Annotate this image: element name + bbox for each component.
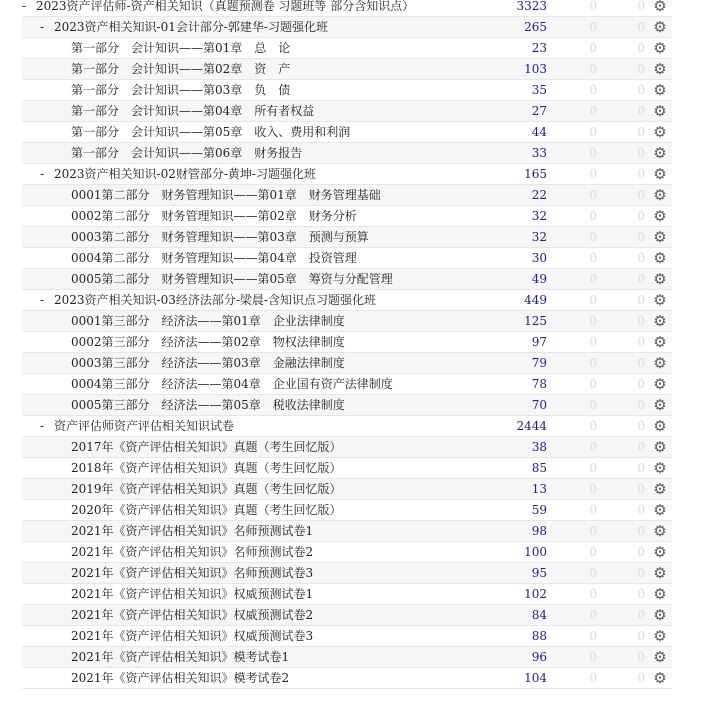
gear-icon[interactable]: ⚙ <box>653 291 667 309</box>
question-count: 100 <box>524 545 547 559</box>
gear-icon[interactable]: ⚙ <box>653 186 667 204</box>
done-count: 0 <box>589 146 597 160</box>
wrong-count: 0 <box>637 608 645 622</box>
wrong-count: 0 <box>637 41 645 55</box>
wrong-count: 0 <box>637 167 645 181</box>
done-count: 0 <box>589 587 597 601</box>
wrong-count: 0 <box>637 209 645 223</box>
gear-icon[interactable]: ⚙ <box>653 165 667 183</box>
done-count: 0 <box>589 482 597 496</box>
wrong-count: 0 <box>637 566 645 580</box>
wrong-count: 0 <box>637 188 645 202</box>
gear-icon[interactable]: ⚙ <box>653 18 667 36</box>
done-count: 0 <box>589 230 597 244</box>
question-count: 88 <box>531 629 547 643</box>
question-count: 449 <box>524 293 547 307</box>
row-title: 0003第二部分 财务管理知识——第03章 预测与预算 <box>71 230 369 244</box>
row-title: 2021年《资产评估相关知识》模考试卷1 <box>71 650 290 664</box>
row-title: 0005第二部分 财务管理知识——第05章 筹资与分配管理 <box>71 272 393 286</box>
tree-row[interactable] <box>22 374 672 395</box>
row-title: 2021年《资产评估相关知识》权威预测试卷3 <box>71 629 314 643</box>
wrong-count: 0 <box>637 146 645 160</box>
row-label[interactable] <box>71 542 313 562</box>
row-title: 0001第二部分 财务管理知识——第01章 财务管理基础 <box>71 188 381 202</box>
question-count: 49 <box>531 272 547 286</box>
gear-icon[interactable]: ⚙ <box>653 606 667 624</box>
tree-row[interactable] <box>22 269 672 290</box>
question-count: 32 <box>531 230 547 244</box>
question-count: 95 <box>531 566 547 580</box>
tree-row[interactable] <box>22 206 672 227</box>
wrong-count: 0 <box>637 524 645 538</box>
row-label[interactable] <box>40 164 316 184</box>
wrong-count: 0 <box>637 503 645 517</box>
done-count: 0 <box>589 608 597 622</box>
row-label[interactable] <box>71 101 314 121</box>
question-count: 32 <box>531 209 547 223</box>
done-count: 0 <box>589 335 597 349</box>
wrong-count: 0 <box>637 62 645 76</box>
tree-row[interactable] <box>22 0 672 17</box>
row-label[interactable] <box>71 227 369 247</box>
question-count: 165 <box>524 167 547 181</box>
gear-icon[interactable]: ⚙ <box>653 648 667 666</box>
question-count: 22 <box>531 188 547 202</box>
collapse-toggle[interactable]: - <box>22 0 27 13</box>
tree-row[interactable] <box>22 38 672 59</box>
question-count: 70 <box>531 398 547 412</box>
row-label[interactable] <box>22 0 414 16</box>
gear-icon[interactable]: ⚙ <box>653 459 667 477</box>
done-count: 0 <box>589 314 597 328</box>
gear-icon[interactable]: ⚙ <box>653 228 667 246</box>
wrong-count: 0 <box>637 272 645 286</box>
gear-icon[interactable]: ⚙ <box>653 144 667 162</box>
row-label[interactable] <box>71 500 342 520</box>
gear-icon[interactable]: ⚙ <box>653 438 667 456</box>
done-count: 0 <box>589 125 597 139</box>
done-count: 0 <box>589 104 597 118</box>
tree-row[interactable] <box>22 479 672 500</box>
gear-icon[interactable]: ⚙ <box>653 396 667 414</box>
done-count: 0 <box>589 20 597 34</box>
row-label[interactable] <box>71 122 350 142</box>
wrong-count: 0 <box>637 356 645 370</box>
collapse-toggle[interactable]: - <box>40 419 45 433</box>
wrong-count: 0 <box>637 545 645 559</box>
row-title: 0001第三部分 经济法——第01章 企业法律制度 <box>71 314 345 328</box>
question-count: 30 <box>531 251 547 265</box>
gear-icon[interactable]: ⚙ <box>653 585 667 603</box>
gear-icon[interactable]: ⚙ <box>653 102 667 120</box>
wrong-count: 0 <box>637 398 645 412</box>
row-title: 第一部分 会计知识——第01章 总 论 <box>71 41 291 55</box>
question-count: 3323 <box>516 0 547 13</box>
gear-icon[interactable]: ⚙ <box>653 123 667 141</box>
wrong-count: 0 <box>637 671 645 685</box>
tree-row[interactable] <box>22 584 672 605</box>
question-count: 97 <box>531 335 547 349</box>
gear-icon[interactable]: ⚙ <box>653 627 667 645</box>
gear-icon[interactable]: ⚙ <box>653 0 667 15</box>
gear-icon[interactable]: ⚙ <box>653 375 667 393</box>
row-title: 0003第三部分 经济法——第03章 金融法律制度 <box>71 356 345 370</box>
tree-row[interactable] <box>22 458 672 479</box>
row-label[interactable] <box>71 395 345 415</box>
gear-icon[interactable]: ⚙ <box>653 81 667 99</box>
tree-row[interactable] <box>22 80 672 101</box>
tree-row[interactable] <box>22 311 672 332</box>
done-count: 0 <box>589 503 597 517</box>
wrong-count: 0 <box>637 377 645 391</box>
row-label[interactable] <box>71 206 357 226</box>
done-count: 0 <box>589 251 597 265</box>
row-label[interactable] <box>71 143 302 163</box>
done-count: 0 <box>589 650 597 664</box>
row-label[interactable] <box>71 458 342 478</box>
tree-row[interactable] <box>22 185 672 206</box>
gear-icon[interactable]: ⚙ <box>653 60 667 78</box>
row-title: 2023资产相关知识-03经济法部分-梁晨-含知识点习题强化班 <box>54 293 376 307</box>
tree-row[interactable] <box>22 17 672 38</box>
question-count: 13 <box>531 482 547 496</box>
done-count: 0 <box>589 293 597 307</box>
question-count: 102 <box>524 587 547 601</box>
row-title: 2023资产相关知识-02财管部分-黄坤-习题强化班 <box>54 167 316 181</box>
done-count: 0 <box>589 566 597 580</box>
row-label[interactable] <box>71 248 357 268</box>
done-count: 0 <box>589 167 597 181</box>
question-count: 85 <box>531 461 547 475</box>
question-count: 125 <box>524 314 547 328</box>
collapse-toggle[interactable]: - <box>40 293 45 307</box>
done-count: 0 <box>589 377 597 391</box>
row-label[interactable] <box>71 59 290 79</box>
question-count: 59 <box>531 503 547 517</box>
tree-row[interactable] <box>22 143 672 164</box>
row-label[interactable] <box>71 38 290 58</box>
row-label[interactable] <box>71 668 289 688</box>
tree-row[interactable] <box>22 227 672 248</box>
gear-icon[interactable]: ⚙ <box>653 522 667 540</box>
wrong-count: 0 <box>637 83 645 97</box>
row-title: 第一部分 会计知识——第03章 负 债 <box>71 83 291 97</box>
question-count: 44 <box>531 125 547 139</box>
gear-icon[interactable]: ⚙ <box>653 501 667 519</box>
wrong-count: 0 <box>637 629 645 643</box>
gear-icon[interactable]: ⚙ <box>653 354 667 372</box>
tree-row[interactable] <box>22 290 672 311</box>
gear-icon[interactable]: ⚙ <box>653 480 667 498</box>
row-label[interactable] <box>40 290 376 310</box>
tree-row[interactable] <box>22 248 672 269</box>
row-label[interactable] <box>71 80 290 100</box>
row-title: 2018年《资产评估相关知识》真题（考生回忆版） <box>71 461 342 475</box>
row-title: 2021年《资产评估相关知识》名师预测试卷2 <box>71 545 314 559</box>
tree-row[interactable] <box>22 563 672 584</box>
row-label[interactable] <box>40 17 328 37</box>
row-title: 0005第三部分 经济法——第05章 税收法律制度 <box>71 398 345 412</box>
gear-icon[interactable]: ⚙ <box>653 564 667 582</box>
question-count: 79 <box>531 356 547 370</box>
wrong-count: 0 <box>637 650 645 664</box>
gear-icon[interactable]: ⚙ <box>653 312 667 330</box>
gear-icon[interactable]: ⚙ <box>653 39 667 57</box>
row-label[interactable] <box>71 185 381 205</box>
row-title: 资产评估师资产评估相关知识试卷 <box>54 419 235 433</box>
tree-row[interactable] <box>22 542 672 563</box>
row-title: 2021年《资产评估相关知识》权威预测试卷2 <box>71 608 314 622</box>
gear-icon[interactable]: ⚙ <box>653 417 667 435</box>
done-count: 0 <box>589 188 597 202</box>
question-count: 98 <box>531 524 547 538</box>
tree-row[interactable] <box>22 521 672 542</box>
gear-icon[interactable]: ⚙ <box>653 207 667 225</box>
wrong-count: 0 <box>637 335 645 349</box>
row-label[interactable] <box>71 437 342 457</box>
done-count: 0 <box>589 419 597 433</box>
gear-icon[interactable]: ⚙ <box>653 333 667 351</box>
wrong-count: 0 <box>637 482 645 496</box>
wrong-count: 0 <box>637 440 645 454</box>
done-count: 0 <box>589 440 597 454</box>
row-title: 2021年《资产评估相关知识》模考试卷2 <box>71 671 290 685</box>
gear-icon[interactable]: ⚙ <box>653 270 667 288</box>
tree-row[interactable] <box>22 101 672 122</box>
question-count: 27 <box>531 104 547 118</box>
wrong-count: 0 <box>637 251 645 265</box>
wrong-count: 0 <box>637 419 645 433</box>
question-count: 23 <box>531 41 547 55</box>
tree-row[interactable] <box>22 332 672 353</box>
question-count: 104 <box>524 671 547 685</box>
tree-row[interactable] <box>22 395 672 416</box>
row-title: 第一部分 会计知识——第06章 财务报告 <box>71 146 303 160</box>
row-title: 2023资产相关知识-01会计部分-郭建华-习题强化班 <box>54 20 328 34</box>
row-title: 2021年《资产评估相关知识》名师预测试卷1 <box>71 524 314 538</box>
tree-row[interactable] <box>22 647 672 668</box>
wrong-count: 0 <box>637 125 645 139</box>
done-count: 0 <box>589 62 597 76</box>
done-count: 0 <box>589 209 597 223</box>
tree-row[interactable] <box>22 605 672 626</box>
wrong-count: 0 <box>637 104 645 118</box>
question-count: 78 <box>531 377 547 391</box>
tree-row[interactable] <box>22 668 672 689</box>
question-count: 265 <box>524 20 547 34</box>
row-label[interactable] <box>71 584 313 604</box>
question-count: 84 <box>531 608 547 622</box>
done-count: 0 <box>589 83 597 97</box>
row-label[interactable] <box>40 416 234 436</box>
done-count: 0 <box>589 629 597 643</box>
done-count: 0 <box>589 0 597 13</box>
done-count: 0 <box>589 41 597 55</box>
tree-row[interactable] <box>22 122 672 143</box>
tree-row[interactable] <box>22 416 672 437</box>
done-count: 0 <box>589 524 597 538</box>
done-count: 0 <box>589 356 597 370</box>
row-label[interactable] <box>71 353 345 373</box>
question-count: 96 <box>531 650 547 664</box>
row-title: 0002第二部分 财务管理知识——第02章 财务分析 <box>71 209 357 223</box>
wrong-count: 0 <box>637 461 645 475</box>
tree-row[interactable] <box>22 164 672 185</box>
row-label[interactable] <box>71 332 345 352</box>
gear-icon[interactable]: ⚙ <box>653 669 667 687</box>
question-count: 2444 <box>516 419 547 433</box>
row-title: 2021年《资产评估相关知识》名师预测试卷3 <box>71 566 314 580</box>
row-label[interactable] <box>71 521 313 541</box>
row-label[interactable] <box>71 269 393 289</box>
done-count: 0 <box>589 398 597 412</box>
question-count: 103 <box>524 62 547 76</box>
row-title: 0004第三部分 经济法——第04章 企业国有资产法律制度 <box>71 377 393 391</box>
row-label[interactable] <box>71 605 313 625</box>
collapse-toggle[interactable]: - <box>40 20 45 34</box>
row-label[interactable] <box>71 626 313 646</box>
row-title: 第一部分 会计知识——第05章 收入、费用和利润 <box>71 125 351 139</box>
tree-row[interactable] <box>22 59 672 80</box>
row-label[interactable] <box>71 479 342 499</box>
row-title: 第一部分 会计知识——第02章 资 产 <box>71 62 291 76</box>
tree-row[interactable] <box>22 626 672 647</box>
tree-row[interactable] <box>22 500 672 521</box>
question-count: 35 <box>531 83 547 97</box>
row-title: 2020年《资产评估相关知识》真题（考生回忆版） <box>71 503 342 517</box>
done-count: 0 <box>589 461 597 475</box>
wrong-count: 0 <box>637 0 645 13</box>
gear-icon[interactable]: ⚙ <box>653 249 667 267</box>
wrong-count: 0 <box>637 230 645 244</box>
row-label[interactable] <box>71 311 345 331</box>
wrong-count: 0 <box>637 587 645 601</box>
collapse-toggle[interactable]: - <box>40 167 45 181</box>
question-count: 33 <box>531 146 547 160</box>
row-title: 2021年《资产评估相关知识》权威预测试卷1 <box>71 587 314 601</box>
tree-row[interactable] <box>22 437 672 458</box>
gear-icon[interactable]: ⚙ <box>653 543 667 561</box>
row-title: 0002第三部分 经济法——第02章 物权法律制度 <box>71 335 345 349</box>
row-title: 0004第二部分 财务管理知识——第04章 投资管理 <box>71 251 357 265</box>
done-count: 0 <box>589 272 597 286</box>
wrong-count: 0 <box>637 20 645 34</box>
done-count: 0 <box>589 671 597 685</box>
wrong-count: 0 <box>637 293 645 307</box>
row-label[interactable] <box>71 563 313 583</box>
done-count: 0 <box>589 545 597 559</box>
row-title: 2017年《资产评估相关知识》真题（考生回忆版） <box>71 440 342 454</box>
row-title: 2019年《资产评估相关知识》真题（考生回忆版） <box>71 482 342 496</box>
row-label[interactable] <box>71 374 393 394</box>
question-count: 38 <box>531 440 547 454</box>
wrong-count: 0 <box>637 314 645 328</box>
row-label[interactable] <box>71 647 289 667</box>
tree-row[interactable] <box>22 353 672 374</box>
row-title: 第一部分 会计知识——第04章 所有者权益 <box>71 104 315 118</box>
row-title: 2023资产评估师-资产相关知识（真题预测卷 习题班等 部分含知识点） <box>36 0 415 13</box>
